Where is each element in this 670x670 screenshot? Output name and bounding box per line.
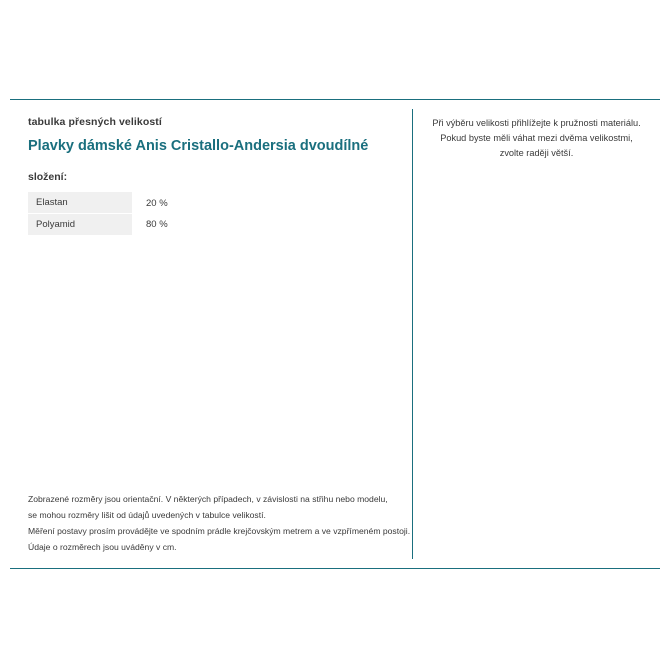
side-note-line: Pokud byste měli váhat mezi dvěma velikostmi,	[440, 133, 633, 144]
size-chart-card	[10, 99, 660, 569]
left-column	[10, 100, 412, 568]
eyebrow-label: tabulka přesných velikostí	[28, 116, 162, 128]
composition-percent: 80 %	[146, 219, 168, 231]
composition-percent: 20 %	[146, 197, 168, 209]
footnote-line: Zobrazené rozměry jsou orientační. V některých případech, v závislosti na střihu nebo modelu,	[28, 494, 388, 505]
side-note-line: Při výběru velikosti přihlížejte k pružnosti materiálu.	[432, 118, 641, 128]
right-column	[413, 100, 660, 568]
footnote-line: Měření postavy prosím provádějte ve spodním prádle krejčovským metrem a ve vzpřímeném postoji.	[28, 526, 411, 537]
composition-material: Elastan	[28, 192, 132, 214]
composition-heading: složení:	[28, 171, 68, 184]
footnote-line: Údaje o rozměrech jsou uváděny v cm.	[28, 542, 177, 553]
footnote-line: se mohou rozměry lišit od údajů uvedených v tabulce velikostí.	[28, 510, 266, 521]
page-title: Plavky dámské Anis Cristallo-Andersia dvoudílné	[28, 138, 369, 154]
table-row	[28, 192, 224, 214]
composition-material: Polyamid	[28, 214, 132, 236]
side-note-line: zvolte raději větší.	[499, 148, 574, 159]
footnotes	[28, 492, 410, 556]
composition-table	[28, 192, 224, 236]
card-columns	[10, 100, 660, 568]
table-row	[28, 214, 224, 236]
